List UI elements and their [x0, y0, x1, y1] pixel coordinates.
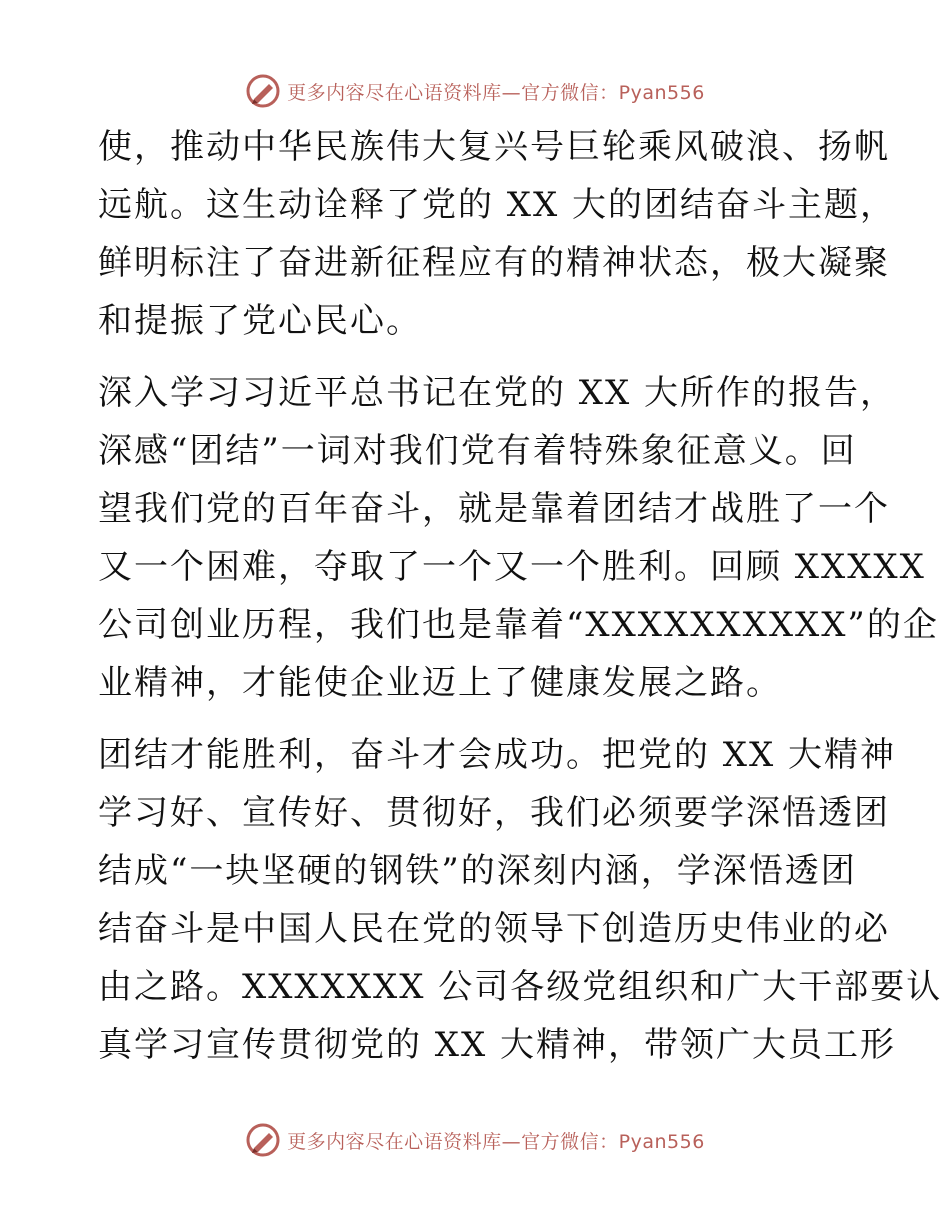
document-body — [98, 118, 943, 1074]
pen-logo-icon — [245, 73, 281, 109]
text-line: 学习好、宣传好、贯彻好，我们必须要学深悟透团 — [98, 793, 890, 833]
text-line: 使，推动中华民族伟大复兴号巨轮乘风破浪、扬帆 — [98, 127, 890, 167]
text-line: 望我们党的百年奋斗，就是靠着团结才战胜了一个 — [98, 489, 890, 529]
text-line: 又一个困难，夺取了一个又一个胜利。回顾 XXXXX — [98, 547, 926, 587]
paragraph-3 — [98, 726, 943, 1074]
header-watermark-text: 更多内容尽在心语资料库—官方微信：Pyan556 — [287, 81, 705, 104]
footer-watermark-banner — [0, 1120, 950, 1160]
text-line: 业精神，才能使企业迈上了健康发展之路。 — [98, 663, 782, 703]
text-line: 深感“团结”一词对我们党有着特殊象征意义。回 — [98, 431, 857, 471]
text-line: 深入学习习近平总书记在党的 XX 大所作的报告， — [98, 373, 897, 413]
text-line: 由之路。XXXXXXX 公司各级党组织和广大干部要认 — [98, 967, 943, 1007]
text-line: 公司创业历程，我们也是靠着“XXXXXXXXXX”的企 — [98, 605, 939, 645]
text-line: 真学习宣传贯彻党的 XX 大精神，带领广大员工形 — [98, 1025, 897, 1065]
pen-logo-icon — [245, 1122, 281, 1158]
text-line: 团结才能胜利，奋斗才会成功。把党的 XX 大精神 — [98, 735, 897, 775]
paragraph-2 — [98, 364, 939, 712]
header-watermark-banner — [0, 71, 950, 111]
footer-watermark-text: 更多内容尽在心语资料库—官方微信：Pyan556 — [287, 1130, 705, 1153]
text-line: 鲜明标注了奋进新征程应有的精神状态，极大凝聚 — [98, 243, 890, 283]
text-line: 和提振了党心民心。 — [98, 301, 422, 341]
text-line: 结奋斗是中国人民在党的领导下创造历史伟业的必 — [98, 909, 890, 949]
paragraph-1 — [98, 118, 897, 350]
text-line: 结成“一块坚硬的钢铁”的深刻内涵，学深悟透团 — [98, 851, 857, 891]
text-line: 远航。这生动诠释了党的 XX 大的团结奋斗主题， — [98, 185, 897, 225]
